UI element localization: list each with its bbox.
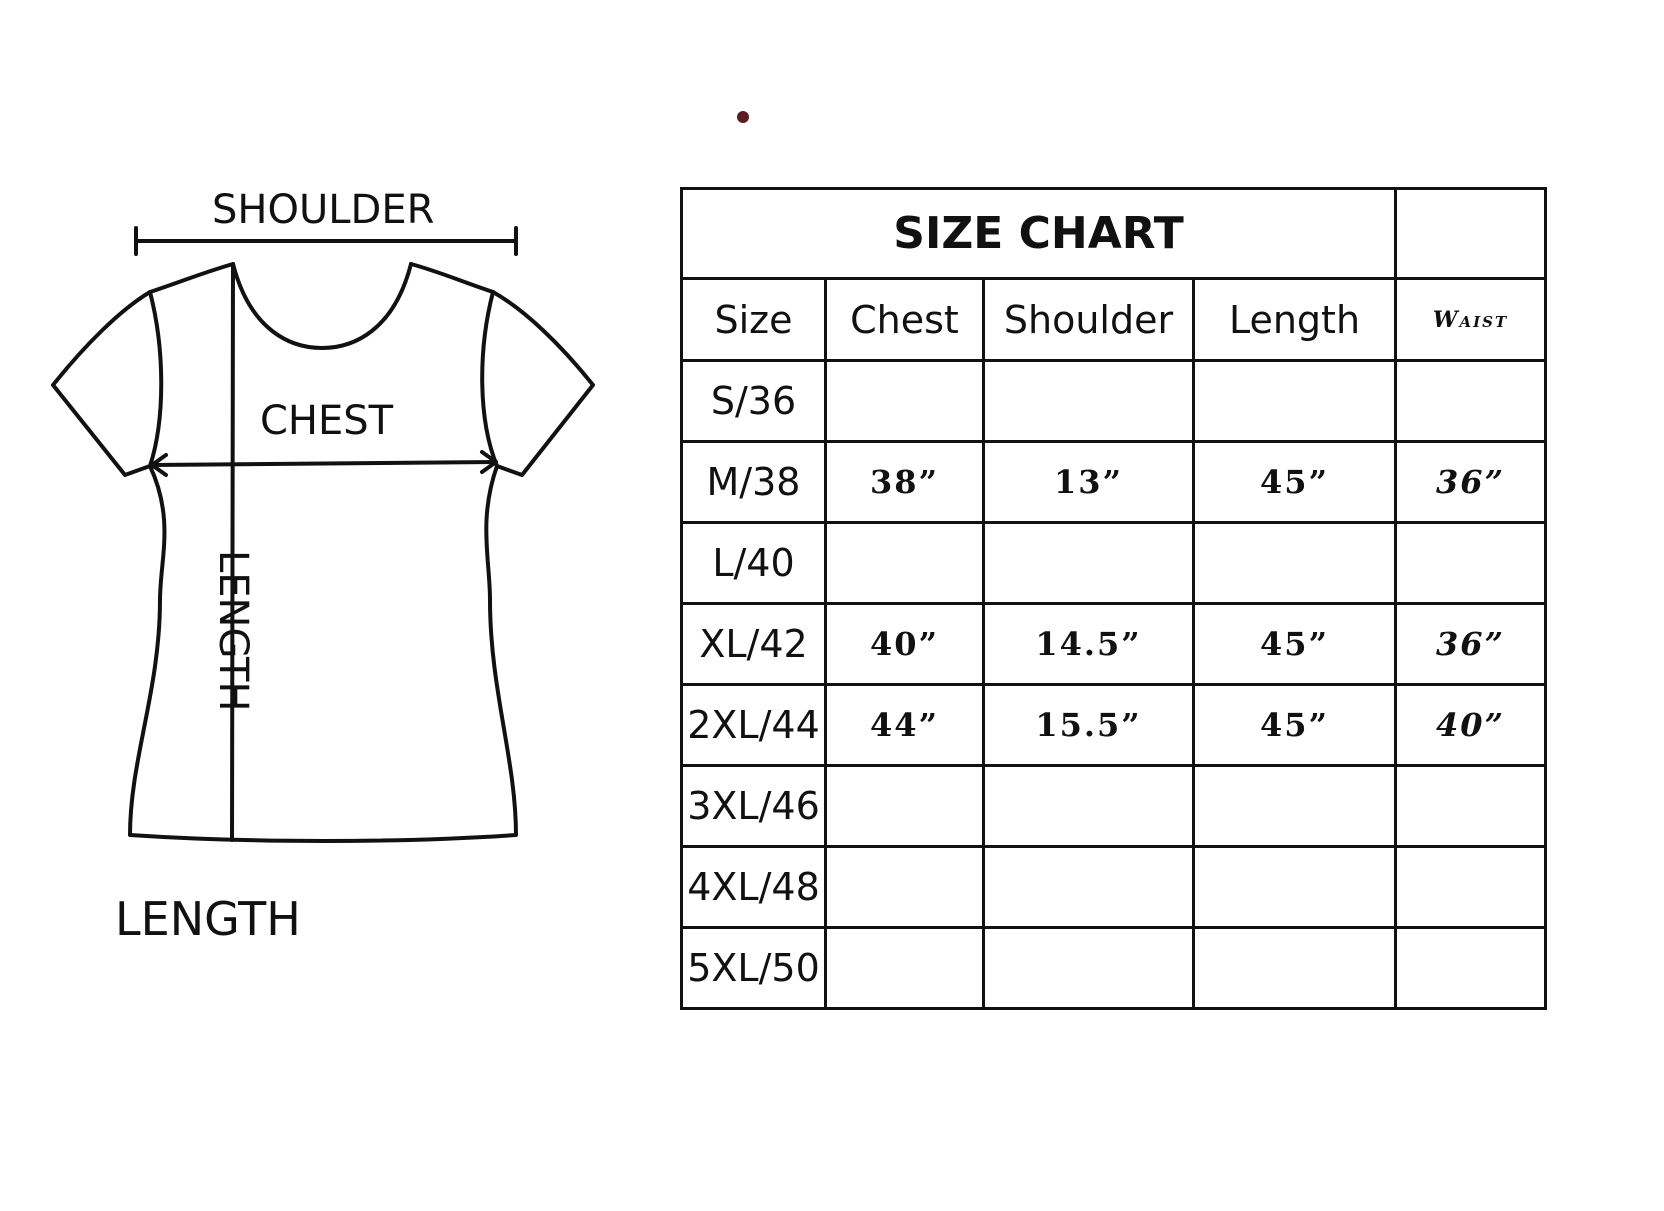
- chest-cell: 40”: [826, 604, 984, 685]
- size-chart-title-row: [682, 189, 1546, 279]
- length-label-bottom: LENGTH: [115, 892, 301, 946]
- shoulder-cell: [984, 928, 1194, 1009]
- table-row: [682, 685, 1546, 766]
- size-chart-title: SIZE CHART: [682, 189, 1396, 279]
- tshirt-diagram: [0, 0, 640, 1000]
- header-size: Size: [682, 279, 826, 361]
- waist-cell: [1396, 847, 1546, 928]
- length-cell: [1194, 766, 1396, 847]
- length-cell: [1194, 523, 1396, 604]
- waist-cell: 36”: [1396, 604, 1546, 685]
- tshirt-body-outline: [53, 264, 593, 841]
- decorative-dot: [737, 111, 749, 123]
- shoulder-label: SHOULDER: [212, 187, 435, 233]
- chest-cell: 38”: [826, 442, 984, 523]
- shoulder-cell: [984, 766, 1194, 847]
- length-label-vertical: LENGTH: [210, 550, 256, 712]
- size-chart-table: [680, 187, 1547, 1010]
- size-chart-header-row: [682, 279, 1546, 361]
- chest-cell: [826, 847, 984, 928]
- left-sleeve-seam: [150, 292, 161, 466]
- table-row: [682, 442, 1546, 523]
- size-cell: XL/42: [682, 604, 826, 685]
- shoulder-cell: [984, 361, 1194, 442]
- table-row: [682, 523, 1546, 604]
- length-cell: 45”: [1194, 442, 1396, 523]
- tshirt-outline-icon: [0, 0, 640, 1000]
- shoulder-cell: [984, 523, 1194, 604]
- chest-cell: [826, 361, 984, 442]
- table-row: [682, 928, 1546, 1009]
- shoulder-cell: [984, 847, 1194, 928]
- length-cell: [1194, 361, 1396, 442]
- table-row: [682, 361, 1546, 442]
- waist-cell: 40”: [1396, 685, 1546, 766]
- chest-cell: [826, 928, 984, 1009]
- size-cell: 4XL/48: [682, 847, 826, 928]
- size-cell: S/36: [682, 361, 826, 442]
- table-row: [682, 604, 1546, 685]
- waist-cell: [1396, 766, 1546, 847]
- size-cell: 2XL/44: [682, 685, 826, 766]
- chest-cell: [826, 523, 984, 604]
- length-cell: 45”: [1194, 604, 1396, 685]
- chest-cell: [826, 766, 984, 847]
- size-cell: M/38: [682, 442, 826, 523]
- right-sleeve-seam: [482, 292, 497, 466]
- shoulder-cell: 14.5”: [984, 604, 1194, 685]
- chest-label: CHEST: [260, 398, 394, 444]
- table-row: [682, 847, 1546, 928]
- chest-measure-line: [152, 462, 496, 465]
- size-cell: 5XL/50: [682, 928, 826, 1009]
- header-waist: Waist: [1396, 279, 1546, 361]
- tshirt-neckline: [233, 264, 411, 348]
- table-row: [682, 766, 1546, 847]
- waist-cell: [1396, 361, 1546, 442]
- length-cell: 45”: [1194, 685, 1396, 766]
- length-cell: [1194, 928, 1396, 1009]
- header-length: Length: [1194, 279, 1396, 361]
- waist-cell: 36”: [1396, 442, 1546, 523]
- title-empty-cell: [1396, 189, 1546, 279]
- waist-cell: [1396, 523, 1546, 604]
- chest-cell: 44”: [826, 685, 984, 766]
- length-cell: [1194, 847, 1396, 928]
- header-shoulder: Shoulder: [984, 279, 1194, 361]
- waist-cell: [1396, 928, 1546, 1009]
- size-cell: L/40: [682, 523, 826, 604]
- shoulder-cell: 15.5”: [984, 685, 1194, 766]
- header-chest: Chest: [826, 279, 984, 361]
- shoulder-cell: 13”: [984, 442, 1194, 523]
- size-cell: 3XL/46: [682, 766, 826, 847]
